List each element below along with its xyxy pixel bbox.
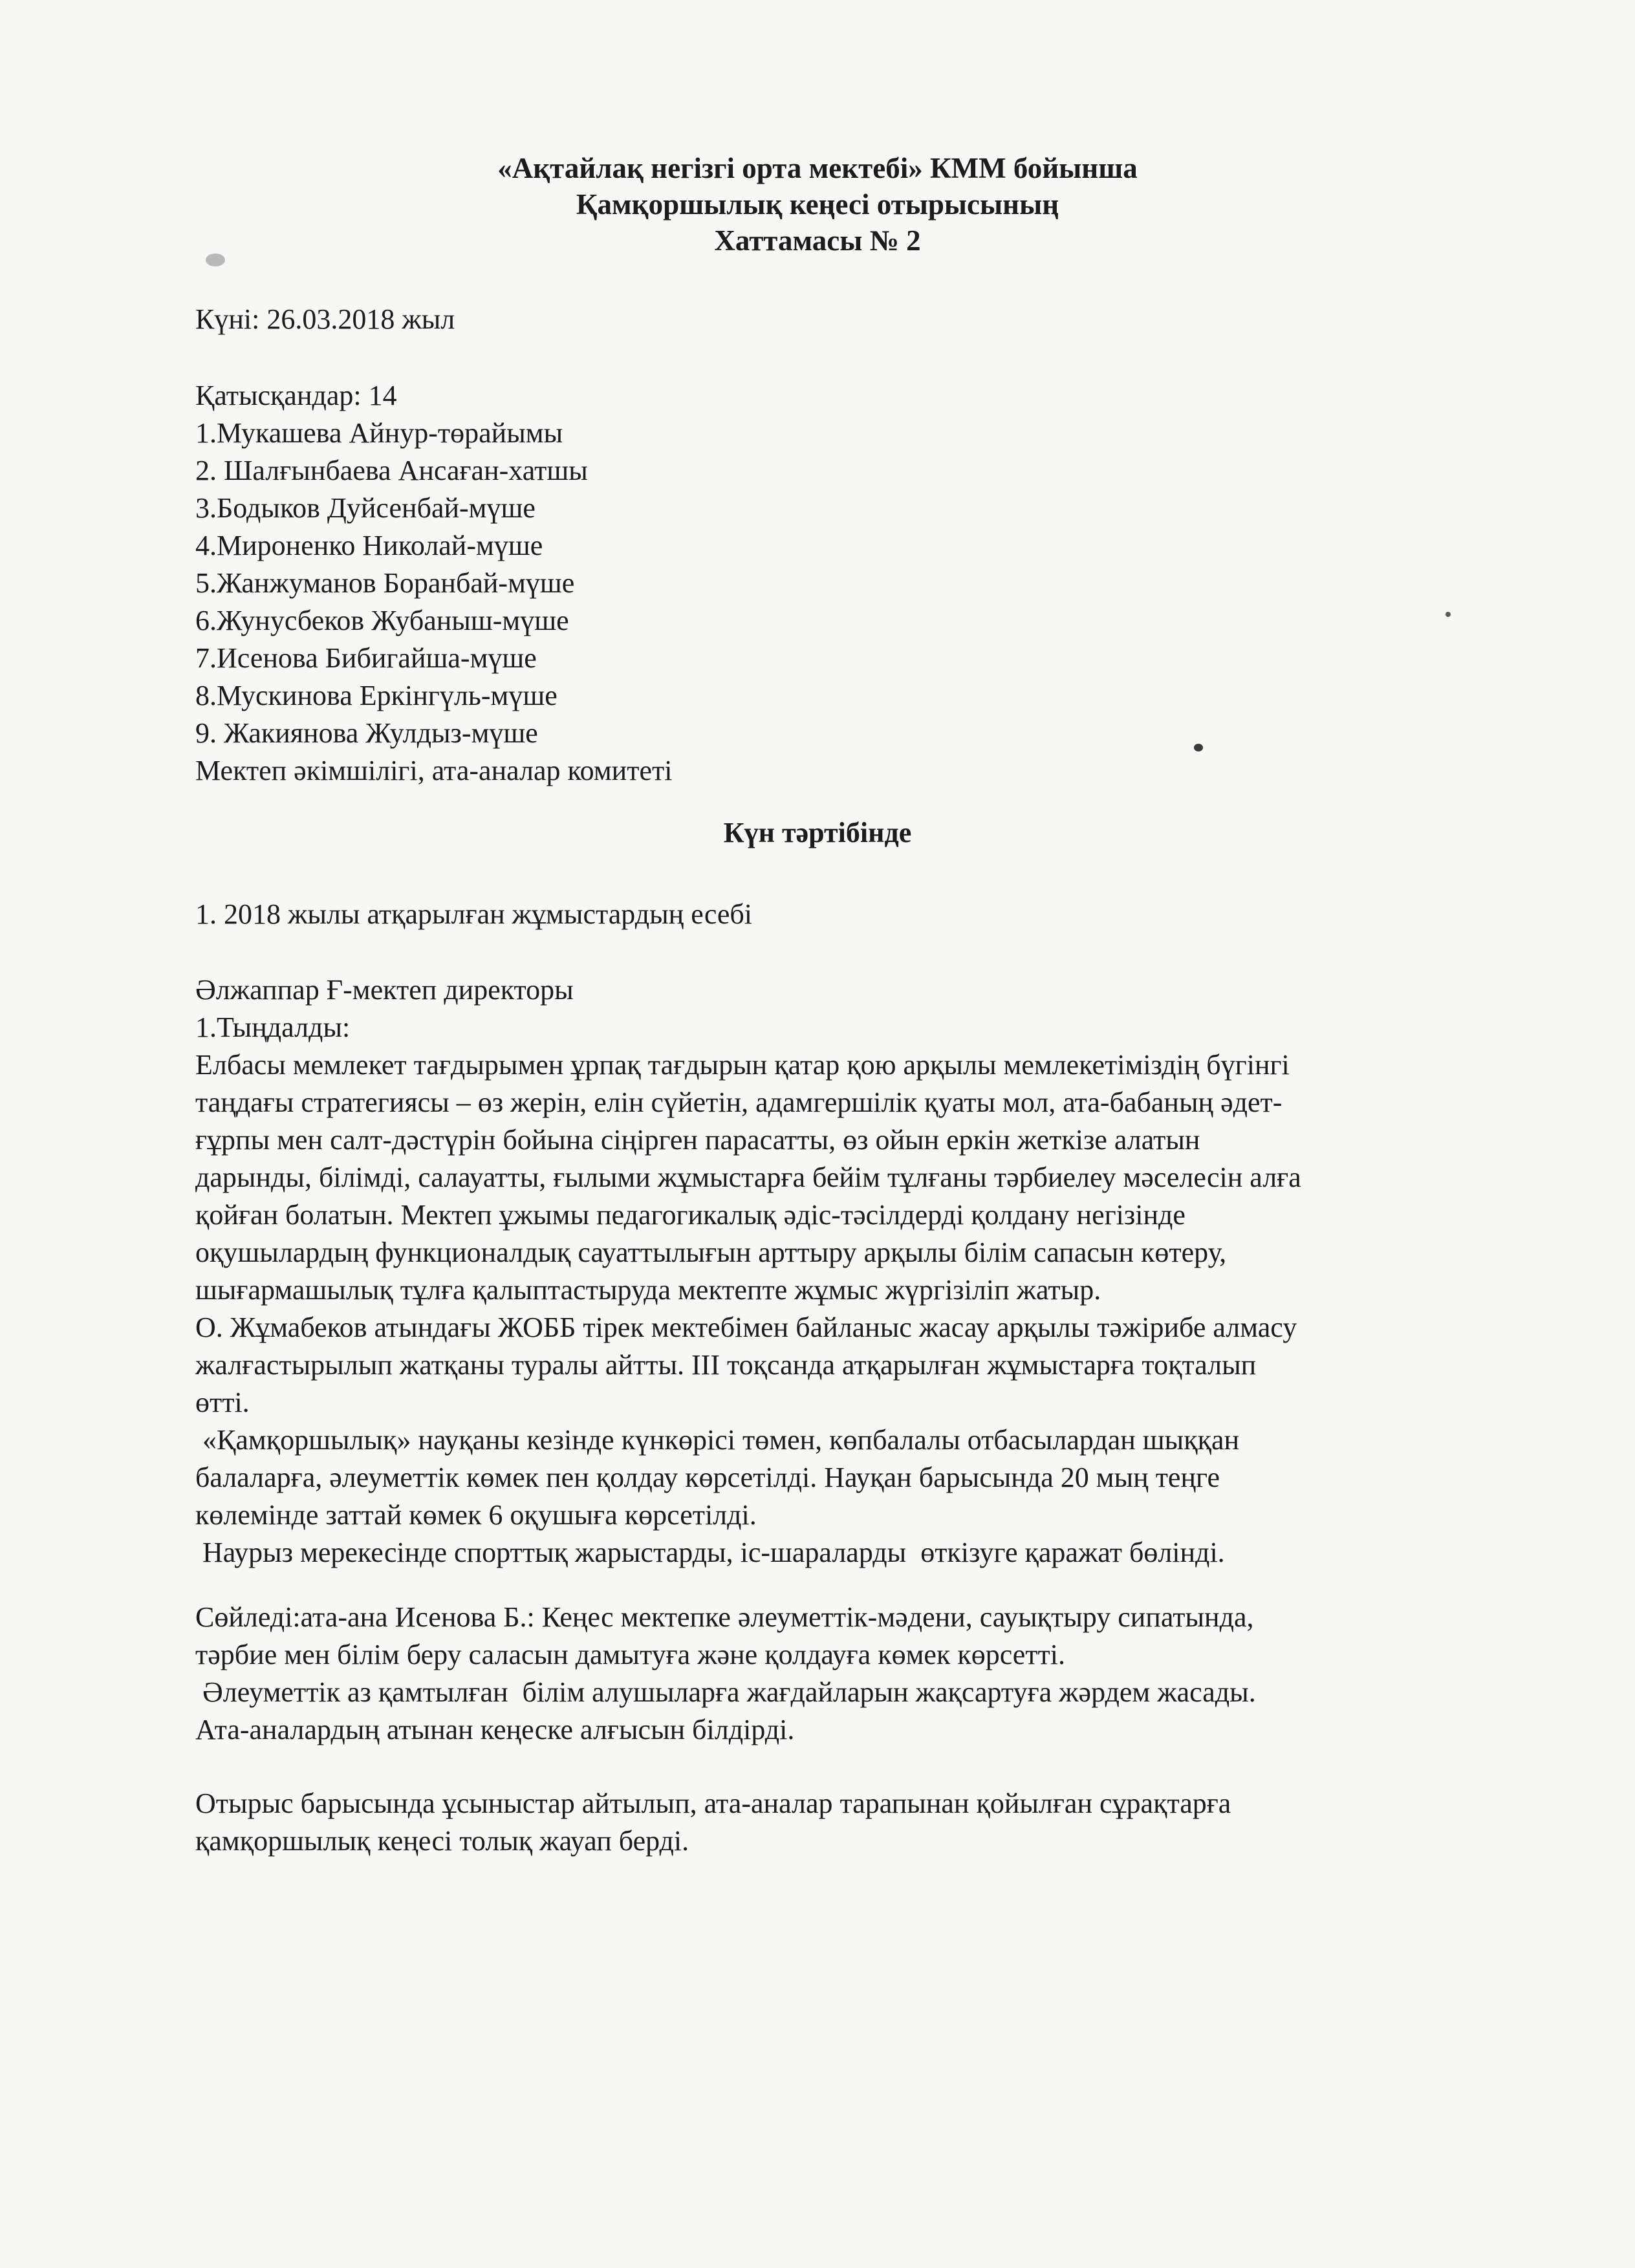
listened-label: 1.Тыңдалды: [195,1011,351,1043]
conclusion-block [195,1785,1482,1860]
participants-others: Мектеп әкімшілігі, ата-аналар комитеті [195,755,673,786]
meeting-date: Күні: 26.03.2018 жыл [195,303,455,335]
paragraph-line: дарынды, білімді, салауатты, ғылыми жұмыстарға бейім тұлғаны тәрбиелеу мәселесін алға [195,1161,1301,1193]
header-school-line: «Ақтайлақ негізгі орта мектебі» КММ бойынша [497,152,1138,184]
paragraph-line: балаларға, әлеуметтік көмек пен қолдау көрсетілді. Науқан барысында 20 мың теңге [195,1462,1220,1493]
paragraph-line: Ата-аналардың атынан кеңеске алғысын білдірді. [195,1714,795,1745]
participants-heading: Қатысқандар: 14 [195,380,397,411]
scan-speck [206,254,225,266]
paragraph-line: Әлеуметтік аз қамтылған білім алушыларға жағдайларын жақсартуға жәрдем жасады. [195,1676,1256,1708]
paragraph-line: «Қамқоршылық» науқаны кезінде күнкөрісі төмен, көпбалалы отбасылардан шыққан [195,1424,1240,1456]
spoke-block [195,1599,1482,1749]
scan-speck [1446,612,1451,617]
participant-item: 4.Мироненко Николай-мүше [195,530,543,561]
speaker-line: Әлжаппар Ғ-мектеп директоры [195,974,574,1006]
participant-item: 8.Мускинова Еркінгүль-мүше [195,680,558,711]
paragraph-line: жалғастырылып жатқаны туралы айтты. ІІІ тоқсанда атқарылған жұмыстарға тоқталып [195,1349,1257,1381]
agenda-item: 1. 2018 жылы атқарылған жұмыстардың есебі [195,898,753,930]
paragraph-line: қойған болатын. Мектеп ұжымы педагогикалық әдіс-тәсілдерді қолдану негізінде [195,1199,1186,1231]
agenda-title: Күн тәртібінде [723,817,912,848]
paragraph-line: оқушылардың функционалдық сауаттылығын арттыру арқылы білім сапасын көтеру, [195,1237,1227,1268]
paragraph-line: таңдағы стратегиясы – өз жерін, елін сүйетін, адамгершілік қуаты мол, ата-бабаның әдет- [195,1086,1283,1118]
participant-item: 1.Мукашева Айнур-төрайымы [195,417,563,449]
paragraph-line: Наурыз мерекесінде спорттық жарыстарды, іс-шараларды өткізуге қаражат бөлінді. [195,1537,1225,1568]
header-protocol-line: Хаттамасы № 2 [714,224,921,257]
listened-block [195,971,1482,1571]
paragraph-line: көлемінде заттай көмек 6 оқушыға көрсетілді. [195,1499,757,1531]
paragraph-line: ғұрпы мен салт-дәстүрін бойына сіңірген парасатты, өз ойын еркін жеткізе алатын [195,1124,1200,1156]
paragraph-line: қамқоршылық кеңесі толық жауап берді. [195,1825,689,1857]
paragraph-line: Елбасы мемлекет тағдырымен ұрпақ тағдырын қатар қою арқылы мемлекетіміздің бүгінгі [195,1049,1290,1081]
paragraph-line: шығармашылық тұлға қалыптастыруда мектепте жұмыс жүргізіліп жатыр. [195,1274,1101,1306]
paragraph-line: О. Жұмабеков атындағы ЖОББ тірек мектебімен байланыс жасау арқылы тәжірибе алмасу [195,1312,1297,1343]
participant-item: 7.Исенова Бибигайша-мүше [195,642,537,674]
participants-block [195,377,1482,790]
participant-item: 2. Шалғынбаева Ансаған-хатшы [195,455,588,486]
participant-item: 3.Бодыков Дуйсенбай-мүше [195,492,536,524]
paragraph-line: өтті. [195,1387,250,1418]
participant-item: 9. Жакиянова Жулдыз-мүше [195,717,538,749]
header-council-line: Қамқоршылық кеңесі отырысының [576,188,1059,221]
participant-item: 6.Жунусбеков Жубаныш-мүше [195,605,569,636]
scan-speck [1194,744,1203,751]
paragraph-line: Сөйледі:ата-ана Исенова Б.: Кеңес мектепке әлеуметтік-мәдени, сауықтыру сипатында, [195,1601,1254,1633]
paragraph-line: тәрбие мен білім беру саласын дамытуға және қолдауға көмек көрсетті. [195,1639,1065,1670]
document-header [0,150,1635,259]
paragraph-line: Отырыс барысында ұсыныстар айтылып, ата-аналар тарапынан қойылған сұрақтарға [195,1787,1231,1819]
participant-item: 5.Жанжуманов Боранбай-мүше [195,567,575,599]
